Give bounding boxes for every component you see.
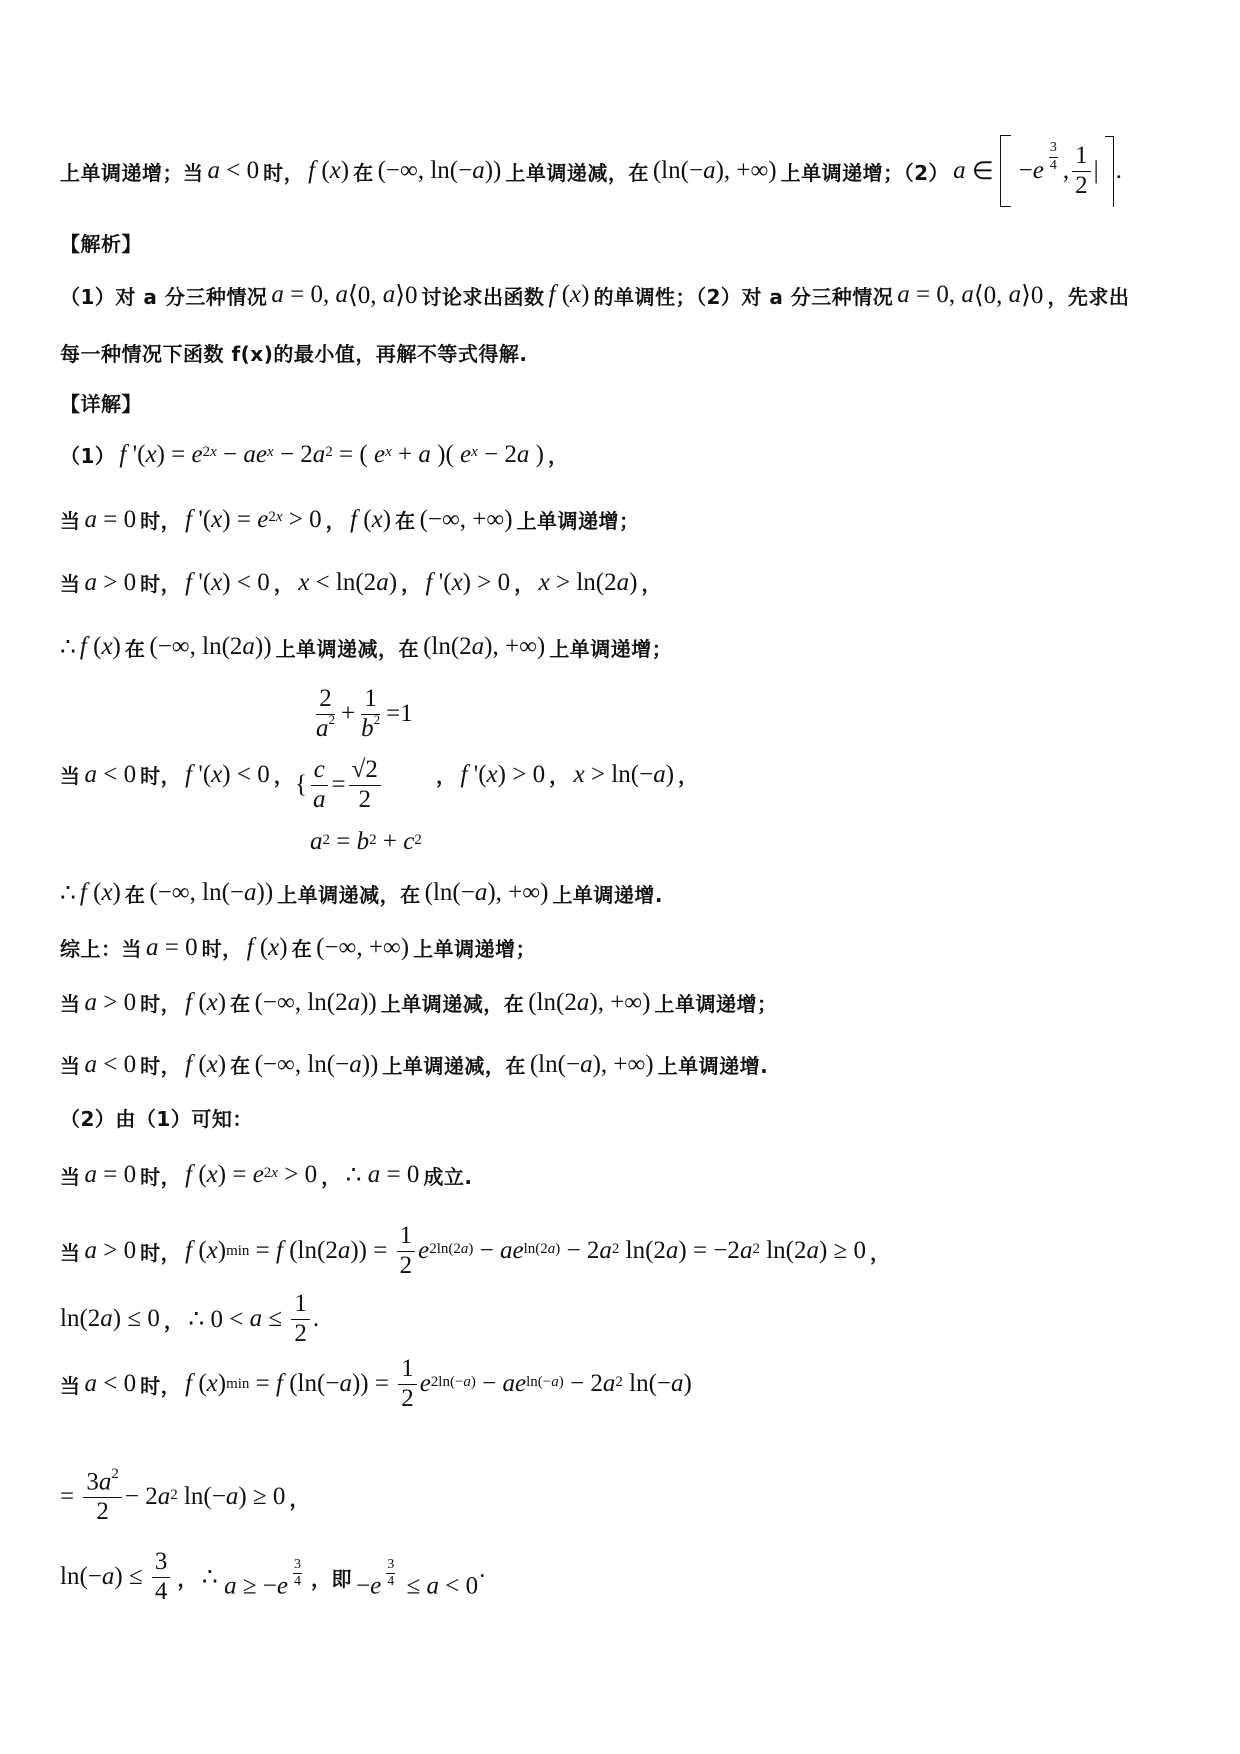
text: ， — [311, 1566, 332, 1591]
text: 即 — [331, 1566, 353, 1591]
math: (ln(− a ), +∞) — [424, 879, 549, 906]
text: 时， — [140, 1054, 182, 1078]
period: . — [1115, 157, 1122, 184]
math-derivative: f '( x ) = e 2x − ae x − 2 a 2 = ( e x + a )( e x − 2 a ) — [119, 440, 544, 468]
math: f ( x ) — [185, 988, 227, 1016]
math: ∴ a = 0 — [345, 1161, 420, 1189]
math: a > 0 — [84, 988, 137, 1016]
text: 当 — [60, 1373, 81, 1398]
math: (ln(2 a ), +∞) — [423, 633, 546, 660]
math-interval: (ln(− a ), +∞) — [652, 157, 777, 184]
math: (ln(2 a ), +∞) — [528, 988, 651, 1016]
text: 时， — [201, 937, 243, 961]
detail-line-10 — [60, 1103, 253, 1132]
text: 时， — [263, 160, 305, 185]
text: ， — [321, 1164, 342, 1189]
text: ， — [436, 764, 457, 788]
text: 上单调递增；（2） — [780, 160, 950, 185]
text: 当 — [60, 992, 81, 1016]
math: a < 0 — [84, 760, 137, 788]
text: （1）对 a 分三种情况 — [60, 284, 268, 309]
math: ln(2 a ) ≤ 0 — [60, 1305, 160, 1333]
detail-line-15 — [60, 1468, 310, 1527]
math-cases: a = 0, a ⟨0, a ⟩0 — [897, 281, 1044, 309]
text: 时， — [140, 992, 182, 1016]
text: ， — [549, 764, 570, 788]
text: 在 — [124, 636, 146, 661]
text: 在 — [124, 882, 146, 907]
math: f ( x ) — [79, 633, 121, 660]
math: f '( x ) > 0 — [460, 760, 546, 788]
math: ∴ 0 < a ≤ $\frac{1}{2}$ . — [188, 1290, 320, 1347]
text: 时， — [140, 1164, 182, 1189]
math: f ( x ) = e 2x > 0 — [185, 1161, 318, 1188]
text: 成立. — [423, 1164, 473, 1189]
text: ， — [548, 444, 569, 468]
text: 在 — [230, 992, 251, 1016]
text: 上单调递减，在 — [277, 882, 421, 907]
therefore-symbol: ∴ — [60, 634, 76, 661]
math: x > ln(2 a ) — [538, 568, 638, 596]
text: ，先求出 — [1047, 284, 1130, 309]
text: 的单调性；（2）对 a 分三种情况 — [593, 284, 894, 309]
math: a < 0 — [84, 1370, 137, 1398]
math: f '( x ) = e 2x > 0 — [185, 505, 322, 533]
text: 在 — [353, 160, 374, 185]
text: ， — [163, 1308, 185, 1333]
text: 上单调递增. — [552, 882, 664, 907]
text: （2）由（1）可知： — [60, 1107, 253, 1131]
math: (−∞, +∞) — [316, 933, 410, 961]
detail-line-9 — [60, 1050, 768, 1079]
detail-line-6 — [60, 878, 663, 908]
math: −e $\frac{3}{4}$ ≤ a < 0 · — [356, 1556, 487, 1599]
analysis-line-2 — [60, 338, 527, 367]
text: 在 — [291, 937, 313, 961]
text: 上单调递增； — [413, 937, 537, 961]
text: 上单调递增；当 — [60, 160, 204, 185]
math: ∴ a ≥ −e $\frac{3}{4}$ — [201, 1556, 302, 1599]
text: ， — [273, 764, 295, 788]
text: 综上：当 — [60, 937, 142, 961]
text: 时， — [140, 572, 182, 596]
text: 在 — [230, 1054, 251, 1078]
math: (−∞, ln(− a )) — [149, 879, 274, 906]
text: 上单调递增； — [654, 992, 778, 1016]
math: (−∞, ln(2 a )) — [149, 633, 272, 660]
math-interval: (−∞, ln(− a )) — [377, 157, 502, 184]
text: 当 — [60, 509, 81, 533]
math: f '( x ) < 0 — [185, 760, 270, 788]
text: 当 — [60, 1240, 81, 1265]
heading: 【详解】 — [60, 392, 142, 416]
detail-line-13 — [60, 1290, 323, 1349]
math: a > 0 — [84, 568, 137, 596]
right-bracket — [1105, 136, 1114, 207]
math: f '( x ) < 0 — [185, 568, 270, 596]
math: (−∞, +∞) — [419, 505, 513, 533]
text: 上单调递减，在 — [275, 636, 420, 661]
math-fx: f ( x ) — [308, 157, 350, 184]
text: 上单调递增. — [657, 1054, 769, 1078]
text: 时， — [140, 509, 182, 533]
math: a < 0 — [84, 1050, 137, 1078]
math: x < ln(2 a ) — [298, 568, 398, 596]
text: 当 — [60, 1164, 81, 1189]
math: (−∞, ln(2 a )) — [254, 988, 377, 1016]
math-cases: a = 0, a ⟨0, a ⟩0 — [271, 281, 418, 309]
section-heading-detail — [60, 388, 142, 417]
text: 当 — [60, 764, 81, 788]
detail-line-5 — [60, 760, 294, 789]
text: ， — [177, 1566, 198, 1591]
text: ， — [678, 764, 699, 788]
math-condition: a < 0 — [207, 157, 260, 184]
detail-line-11 — [60, 1160, 472, 1190]
math: = $\frac{3a^2}{2}$ − 2 a 2 ln(− a ) ≥ 0 — [60, 1466, 286, 1526]
exp-den: 4 — [1049, 157, 1057, 173]
answer-summary-line — [60, 135, 1126, 207]
system-row-1: $\frac{2}{a^2}$ + $\frac{1}{b^2}$ =1 — [316, 685, 413, 742]
detail-line-5-cont — [436, 760, 699, 789]
system-row-3: a 2 = b 2 + c 2 — [310, 828, 422, 855]
math: ln(− a ) ≤ $\frac{3}{4}$ — [60, 1548, 173, 1607]
math: (ln(− a ), +∞) — [529, 1050, 654, 1078]
math: a = 0 — [84, 505, 137, 533]
detail-line-3 — [60, 568, 662, 597]
math-answer: a ∈ − e $\frac{3}{4}$ , $\frac{1}{2}$ | . — [953, 135, 1122, 207]
math: a = 0 — [146, 933, 198, 961]
text: 上单调递增； — [516, 509, 640, 533]
text: 当 — [60, 572, 81, 596]
frac-den: 2 — [1075, 171, 1088, 199]
math-min-expr: f ( x ) min = f (ln(2 a )) = $\frac{1}{2}$ e 2ln(2a) − ae ln(2a) − 2 a 2 ln(2 a ) = −2 a 2 ln(2 a ) ≥ 0 — [185, 1222, 867, 1279]
left-bracket — [1000, 135, 1011, 207]
math: a = 0 — [84, 1161, 137, 1188]
math: f ( x ) — [185, 1050, 227, 1078]
heading: 【解析】 — [60, 232, 142, 256]
text: 时， — [140, 764, 182, 788]
text: 时， — [140, 1240, 182, 1265]
math: f '( x ) > 0 — [425, 568, 511, 596]
text: 在 — [395, 509, 416, 533]
text: ， — [870, 1240, 891, 1265]
analysis-line-1 — [60, 280, 1129, 310]
detail-line-2 — [60, 505, 640, 534]
math: f ( x ) — [246, 933, 288, 961]
therefore-symbol: ∴ — [60, 880, 76, 907]
text: 时， — [140, 1373, 182, 1398]
text: 上单调递减，在 — [505, 160, 649, 185]
detail-line-4 — [60, 632, 672, 662]
text: 每一种情况下函数 f(x)的最小值，再解不等式得解. — [60, 342, 528, 366]
frac-num: 1 — [1072, 142, 1091, 172]
text: 上单调递减，在 — [382, 1054, 526, 1078]
detail-line-8 — [60, 988, 777, 1017]
text: ， — [514, 572, 535, 596]
math: (−∞, ln(− a )) — [254, 1050, 379, 1078]
text: ， — [401, 572, 422, 596]
text: ， — [641, 572, 662, 596]
text: =1 — [386, 700, 413, 728]
math-fx: f ( x ) — [548, 281, 590, 308]
exp-num: 3 — [1049, 140, 1058, 157]
text: （1） — [60, 444, 116, 468]
math: a > 0 — [84, 1237, 137, 1265]
math: f ( x ) — [350, 505, 392, 533]
text: ， — [289, 1486, 310, 1511]
math: f ( x ) — [79, 879, 121, 906]
text: ， — [325, 509, 347, 533]
math-min-expr: f ( x ) min = f (ln(− a )) = $\frac{1}{2}$ e 2ln(−a) − ae ln(−a) − 2 a 2 ln(− a ) — [185, 1355, 692, 1412]
text: 上单调递减，在 — [380, 992, 525, 1016]
text: 讨论求出函数 — [421, 284, 545, 309]
text: 上单调递增； — [549, 636, 673, 661]
math: x > ln(− a ) — [573, 760, 675, 788]
detail-line-16 — [60, 1548, 490, 1607]
detail-line-1 — [60, 440, 569, 469]
text: ， — [273, 572, 295, 596]
detail-line-7 — [60, 933, 536, 962]
detail-line-14 — [60, 1355, 696, 1414]
section-heading-analysis — [60, 228, 142, 257]
system-row-2: { $\frac{c}{a}$ = $\frac{√2}{2}$ — [295, 756, 384, 815]
text: 当 — [60, 1054, 81, 1078]
detail-line-12 — [60, 1222, 891, 1281]
